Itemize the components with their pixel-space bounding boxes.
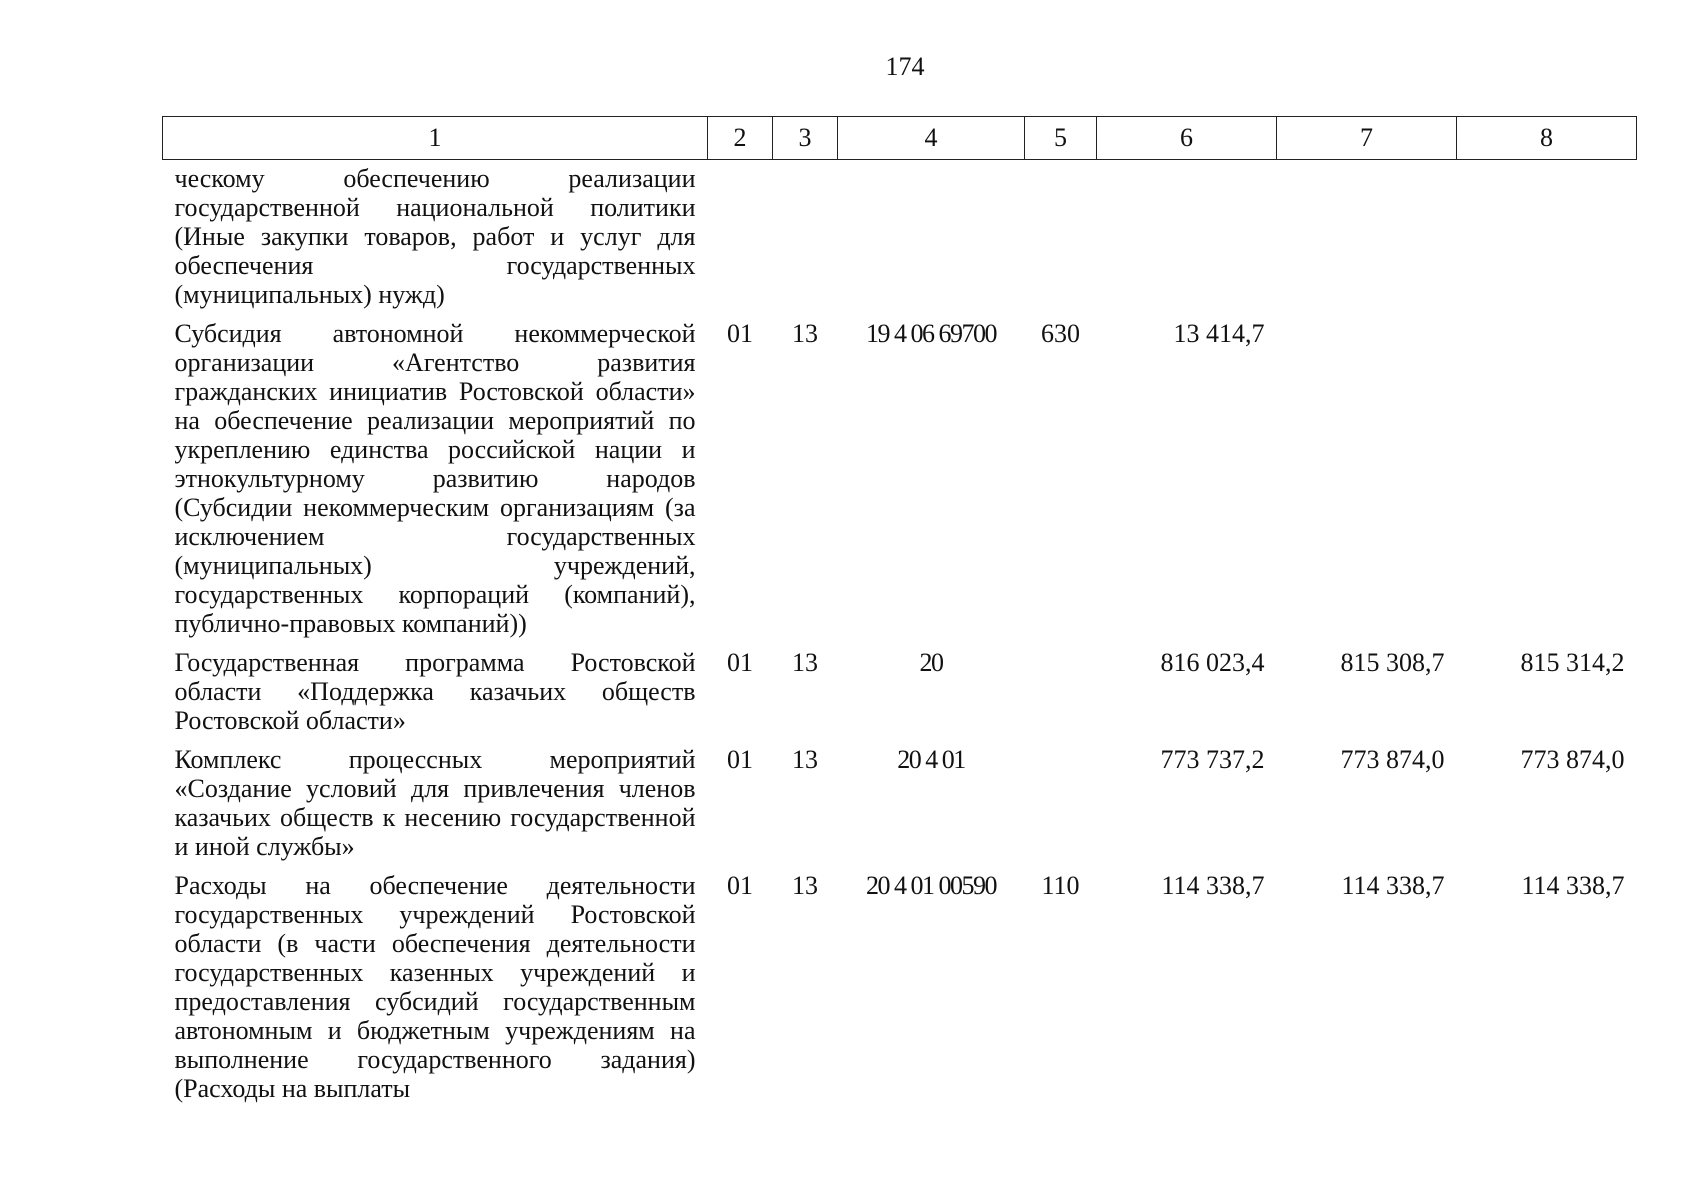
row-section-code: 01 [727,745,753,774]
column-header-6: 6 [1097,117,1277,160]
table-row [163,735,1637,861]
row-subsection-code: 13 [792,648,818,677]
column-header-1: 1 [163,117,708,160]
page-number: 174 [885,52,925,81]
row-expense-type: 110 [1041,871,1080,900]
row-amount-year1: 773 737,2 [1160,745,1265,774]
row-amount-year3: 114 338,7 [1521,871,1625,900]
row-amount-year1: 816 023,4 [1160,648,1265,677]
row-section-code: 01 [727,319,753,348]
row-expense-type: 630 [1041,319,1080,348]
table-row [163,861,1637,1103]
row-amount-year2 [1277,160,1457,310]
column-header-4: 4 [838,117,1025,160]
row-section-code: 01 [727,648,753,677]
row-amount-year2 [1277,309,1457,638]
row-description: ческому обеспечению реализации государственной национальной политики (Иные закупки товаров, работ и услуг для обеспечения государственных (муниципальных) нужд) [174,164,696,309]
row-amount-year2: 773 874,0 [1340,745,1445,774]
row-amount-year3 [1457,309,1637,638]
row-amount-year2: 114 338,7 [1341,871,1445,900]
row-expense-type [1025,160,1097,310]
row-target-article: 20 [919,648,943,677]
row-description: Расходы на обеспечение деятельности государственных учреждений Ростовской области (в части обеспечения деятельности государственных казенных учреждений и предоставления субсидий государственным автономным и бюджетным учреждениям на выполнение государственного задания) (Расходы на выплаты [174,871,696,1103]
row-subsection-code: 13 [792,319,818,348]
budget-table [162,116,1637,1103]
row-description: Комплекс процессных мероприятий «Создание условий для привлечения членов казачьих обществ к несению государственной и иной службы» [174,745,696,861]
row-section-code: 01 [727,871,753,900]
table-row [163,638,1637,735]
row-amount-year1: 114 338,7 [1161,871,1265,900]
row-target-article: 20 4 01 [897,745,965,774]
row-target-article [838,160,1025,310]
row-amount-year2: 815 308,7 [1340,648,1445,677]
table-row [163,309,1637,638]
row-amount-year3: 773 874,0 [1520,745,1625,774]
column-header-2: 2 [708,117,773,160]
row-target-article: 19 4 06 69700 [866,319,996,348]
row-target-article: 20 4 01 00590 [866,871,996,900]
row-subsection-code: 13 [792,871,818,900]
row-subsection-code [773,160,838,310]
row-expense-type [1025,735,1097,861]
column-header-5: 5 [1025,117,1097,160]
table-row [163,160,1637,310]
column-number-row [163,117,1637,160]
row-description: Субсидия автономной некоммерческой организации «Агентство развития гражданских инициатив Ростовской области» на обеспечение реализации мероприятий по укреплению единства российской нации и этнокультурному развитию народов (Субсидии некоммерческим организациям (за исключением государственных (муниципальных) учреждений, государственных корпораций (компаний), публично-правовых компаний)) [174,319,696,638]
row-amount-year3: 815 314,2 [1520,648,1625,677]
row-amount-year1: 13 414,7 [1173,319,1265,348]
row-expense-type [1025,638,1097,735]
column-header-8: 8 [1457,117,1637,160]
row-amount-year1 [1097,160,1277,310]
column-header-7: 7 [1277,117,1457,160]
column-header-3: 3 [773,117,838,160]
row-subsection-code: 13 [792,745,818,774]
row-section-code [708,160,773,310]
row-description: Государственная программа Ростовской области «Поддержка казачьих обществ Ростовской области» [174,648,696,735]
row-amount-year3 [1457,160,1637,310]
